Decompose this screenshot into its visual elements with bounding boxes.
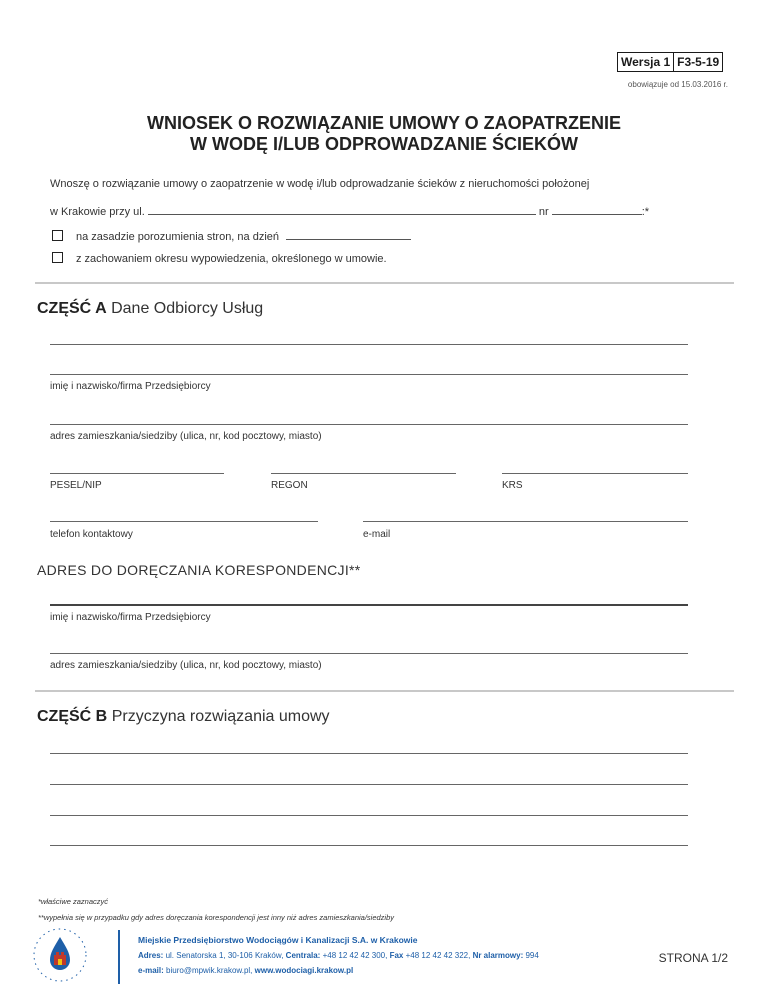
section-a-prefix: CZĘŚĆ A [37,300,107,317]
regon-field[interactable] [271,473,456,474]
correspondence-name-field[interactable] [50,604,688,606]
version-box [617,52,723,72]
option-agreement [52,228,411,243]
section-divider [35,282,734,284]
reason-line-1[interactable] [50,753,688,754]
address-label: adres zamieszkania/siedziby (ulica, nr, kod pocztowy, miasto) [50,431,322,442]
phone-label: telefon kontaktowy [50,529,133,540]
version-label: Wersja 1 [621,55,671,69]
regon-label: REGON [271,480,308,491]
alarm-label: Nr alarmowy: [472,951,524,960]
pesel-label: PESEL/NIP [50,480,102,491]
correspondence-name-label: imię i nazwisko/firma Przedsiębiorcy [50,612,211,623]
notice-checkbox[interactable] [52,252,63,263]
email-label: e-mail: [138,966,164,975]
footer-address-row [138,948,539,963]
correspondence-heading: ADRES DO DORĘCZANIA KORESPONDENCJI** [37,562,361,578]
correspondence-address-label: adres zamieszkania/siedziby (ulica, nr, kod pocztowy, miasto) [50,660,322,671]
option-notice [52,252,387,265]
central-value: +48 12 42 42 300, [322,951,388,960]
address-prefix: w Krakowie przy ul. [50,206,145,218]
phone-field[interactable] [50,521,318,522]
reason-line-4[interactable] [50,845,688,846]
fax-value: +48 12 42 42 322, [405,951,471,960]
reason-line-3[interactable] [50,815,688,816]
name-label: imię i nazwisko/firma Przedsiębiorcy [50,381,211,392]
title-line-1: WNIOSEK O ROZWIĄZANIE UMOWY O ZAOPATRZENIE [147,113,621,133]
footnote-2: **wypełnia się w przypadku gdy adres doręczania korespondencji jest inny niż adres zamieszkania/siedziby [38,913,395,922]
footer-email-row [138,963,539,978]
section-b-title: Przyczyna rozwiązania umowy [111,708,330,725]
section-a-heading [37,300,263,318]
footer-separator [118,930,120,984]
required-asterisk: :* [641,206,650,218]
alarm-value: 994 [525,951,539,960]
section-divider [35,690,734,692]
footer-contact [138,933,539,978]
footnote-1: *właściwe zaznaczyć [38,897,109,906]
title-line-2: W WODĘ I/LUB ODPROWADZANIE ŚCIEKÓW [190,134,578,154]
krs-field[interactable] [502,473,688,474]
name-field-line-1[interactable] [50,344,688,345]
agreement-date-field[interactable] [286,228,411,240]
email-link[interactable]: biuro@mpwik.krakow.pl, [166,966,253,975]
valid-from: obowiązuje od 15.03.2016 r. [627,80,728,89]
pesel-field[interactable] [50,473,224,474]
central-label: Centrala: [285,951,321,960]
address-row [50,203,649,218]
organization-name: Miejskie Przedsiębiorstwo Wodociągów i Kanalizacji S.A. w Krakowie [138,935,418,945]
page-number: STRONA 1/2 [658,951,728,965]
number-field[interactable] [552,203,642,215]
form-code: F3-5-19 [673,53,722,71]
intro-text: Wnoszę o rozwiązanie umowy o zaopatrzenie w wodę i/lub odprowadzanie ścieków z nieruchomości położonej [50,178,590,190]
fax-label: Fax [389,951,404,960]
address-value: ul. Senatorska 1, 30-106 Kraków, [165,951,284,960]
agreement-checkbox[interactable] [52,230,63,241]
option-notice-label: z zachowaniem okresu wypowiedzenia, określonego w umowie. [76,253,387,265]
nr-label: nr [538,206,549,218]
address-field-line[interactable] [50,424,688,425]
street-field[interactable] [148,203,536,215]
email-field[interactable] [363,521,688,522]
address-label: Adres: [138,951,164,960]
section-b-heading [37,708,330,726]
reason-line-2[interactable] [50,784,688,785]
website-link[interactable]: www.wodociagi.krakow.pl [254,966,354,975]
section-a-title: Dane Odbiorcy Usług [111,300,264,317]
mpwik-logo-icon [30,925,90,985]
name-field-line-2[interactable] [50,374,688,375]
krs-label: KRS [502,480,523,491]
section-b-prefix: CZĘŚĆ B [37,708,108,725]
email-label: e-mail [363,529,391,540]
document-title [0,113,768,155]
correspondence-address-field[interactable] [50,653,688,654]
option-agreement-label: na zasadzie porozumienia stron, na dzień [76,231,280,243]
